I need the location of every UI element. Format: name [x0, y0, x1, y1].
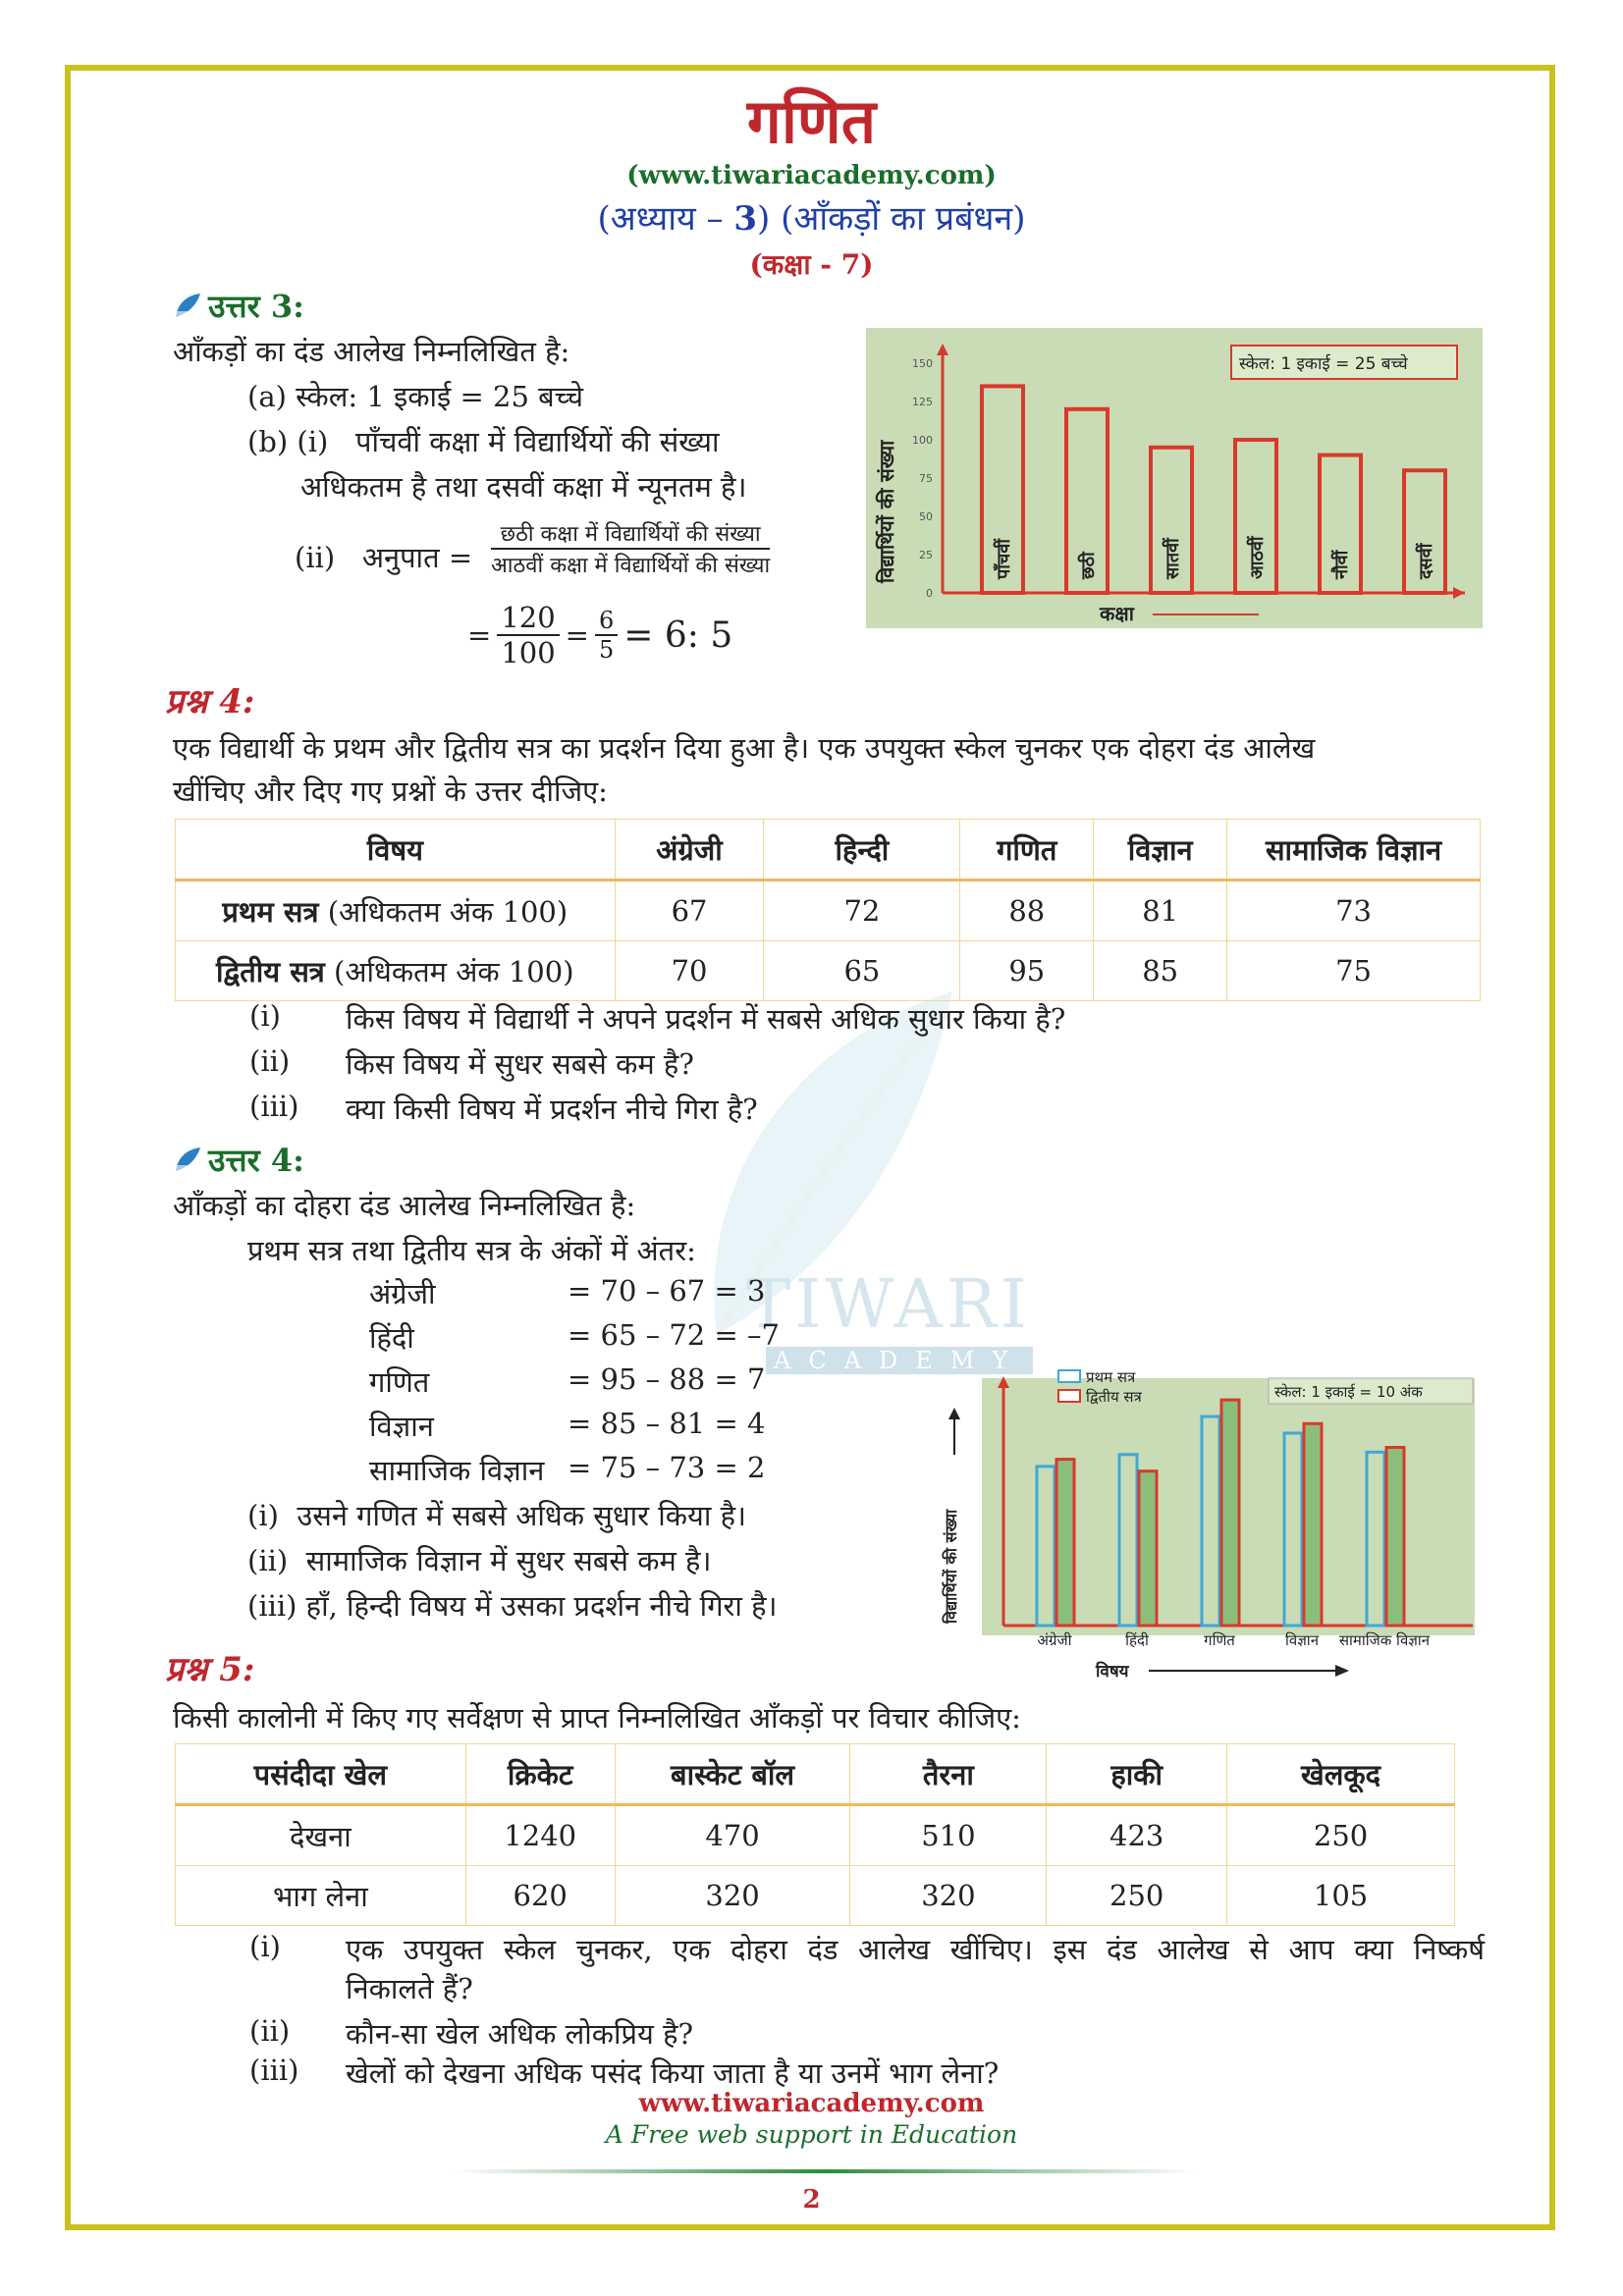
difference-subject: विज्ञान [369, 1410, 434, 1443]
x-axis-label: विषय [1096, 1662, 1129, 1682]
table-cell: 67 [615, 881, 764, 941]
bar [1386, 1448, 1404, 1627]
page-number: 2 [802, 2185, 821, 2215]
q4-sub-text: किस विषय में सुधर सबसे कम है? [346, 1047, 694, 1081]
x-tick-label: विज्ञान [1284, 1631, 1320, 1649]
x-axis-label: कक्षा [1100, 602, 1134, 625]
bar-category-label: आठवीं [1247, 536, 1268, 579]
table-header-cell: हाकी [1047, 1744, 1227, 1805]
table-row [176, 1805, 1455, 1866]
difference-value: = 70 – 67 = 3 [568, 1274, 766, 1308]
x-tick-label: अंग्रेजी [1037, 1631, 1072, 1649]
difference-value: = 65 – 72 = –7 [568, 1318, 780, 1352]
table-cell: 105 [1227, 1866, 1455, 1926]
q4-sub-num: (iii) [249, 1090, 299, 1123]
scale-note: स्केल: 1 इकाई = 25 बच्चे [1239, 354, 1408, 374]
question4-text-line1: एक विद्यार्थी के प्रथम और द्वितीय सत्र का प्रदर्शन दिया हुआ है। एक उपयुक्त स्केल चुनकर एक दोहरा दंड आलेख [173, 731, 1316, 765]
q5-sub-text: कौन-सा खेल अधिक लोकप्रिय है? [346, 2017, 694, 2051]
y-tick-label: 0 [926, 587, 933, 600]
answer3-intro: आँकड़ों का दंड आलेख निम्नलिखित है: [173, 335, 570, 368]
table-cell: 75 [1227, 941, 1481, 1001]
difference-subject: गणित [369, 1365, 430, 1399]
table-cell: 320 [850, 1866, 1047, 1926]
table-row [176, 881, 1481, 941]
q5-sub-num: (i) [249, 1930, 281, 1963]
table-cell: 70 [615, 941, 764, 1001]
table-header-cell: गणित [960, 820, 1094, 881]
q4-sub-num: (i) [249, 999, 281, 1033]
answer4-heading: उत्तर 4: [173, 1139, 304, 1181]
x-tick-label: गणित [1204, 1631, 1235, 1649]
difference-subject: हिंदी [369, 1321, 414, 1355]
table-header-cell: विषय [176, 820, 616, 881]
legend-swatch [1058, 1390, 1080, 1402]
bar-chart-students-by-class [866, 328, 1483, 628]
q4-sub-num: (ii) [249, 1044, 291, 1078]
q4-sub-text: किस विषय में विद्यार्थी ने अपने प्रदर्शन में सबसे अधिक सुधार किया है? [346, 1002, 1066, 1036]
difference-title: प्रथम सत्र तथा द्वितीय सत्र के अंकों में अंतर: [247, 1234, 696, 1267]
answer4-conclusion: (iii) हाँ, हिन्दी विषय में उसका प्रदर्शन नीचे गिरा है। [247, 1589, 778, 1623]
q5-sub-num: (ii) [249, 2014, 291, 2048]
table-cell: 1240 [465, 1805, 615, 1866]
bar [1221, 1400, 1239, 1626]
question5-text: किसी कालोनी में किए गए सर्वेक्षण से प्राप्त निम्नलिखित आँकड़ों पर विचार कीजिए: [173, 1701, 1021, 1735]
bar-category-label: नौवीं [1331, 550, 1352, 579]
table-cell: 81 [1094, 881, 1227, 941]
footer-tagline: A Free web support in Education [605, 2120, 1018, 2149]
bar-category-label: दसवीं [1416, 543, 1436, 579]
table-header-row [176, 1744, 1455, 1805]
table-cell: 510 [850, 1805, 1047, 1866]
y-tick-label: 150 [912, 357, 933, 370]
row-label: द्वितीय सत्र (अधिकतम अंक 100) [176, 941, 616, 1001]
class-label: (कक्षा - 7) [749, 248, 874, 281]
watermark-subtext: ACADEMY [766, 1347, 1033, 1374]
y-axis-label-arrowhead [948, 1408, 960, 1419]
difference-subject: सामाजिक विज्ञान [369, 1454, 545, 1487]
row-label: देखना [176, 1805, 466, 1866]
table-row [176, 1866, 1455, 1926]
table-header-cell: क्रिकेट [465, 1744, 615, 1805]
q5-sub-text: एक उपयुक्त स्केल चुनकर, एक दोहरा दंड आलेख खींचिए। इस दंड आलेख से आप क्या निष्कर्ष [346, 1933, 1485, 1966]
difference-value: = 95 – 88 = 7 [568, 1362, 766, 1396]
bar-category-label: पाँचवीं [994, 539, 1014, 579]
table-cell: 85 [1094, 941, 1227, 1001]
table-cell: 320 [615, 1866, 850, 1926]
table-cell: 620 [465, 1866, 615, 1926]
scale-note: स्केल: 1 इकाई = 10 अंक [1274, 1383, 1423, 1401]
question4-marks-table [175, 819, 1481, 1001]
table-header-cell: बास्केट बॉल [615, 1744, 850, 1805]
tiwari-logo-icon [173, 292, 202, 321]
y-axis-label: विद्यार्थियों की संख्या [942, 1509, 960, 1624]
row-label: प्रथम सत्र (अधिकतम अंक 100) [176, 881, 616, 941]
x-tick-label: सामाजिक विज्ञान [1338, 1631, 1431, 1649]
y-tick-label: 25 [919, 549, 933, 561]
question4-text-line2: खींचिए और दिए गए प्रश्नों के उत्तर दीजिए: [173, 774, 608, 808]
answer3-heading: उत्तर 3: [173, 285, 304, 327]
difference-subject: अंग्रेजी [369, 1277, 436, 1310]
x-tick-label: हिंदी [1125, 1631, 1149, 1649]
table-cell: 423 [1047, 1805, 1227, 1866]
answer3-part-a: (a) स्केल: 1 इकाई = 25 बच्चे [247, 380, 584, 413]
tiwari-logo-icon [173, 1146, 202, 1175]
bar-category-label: छठी [1078, 552, 1099, 579]
ratio-label: (ii) अनुपात = [295, 541, 473, 574]
bar-category-label: सातवीं [1163, 538, 1183, 579]
table-cell: 95 [960, 941, 1094, 1001]
double-bar-chart-marks [929, 1364, 1479, 1688]
q5-sub-num: (iii) [249, 2054, 299, 2087]
question5-heading: प्रश्न 5: [165, 1650, 255, 1689]
answer4-conclusion: (ii) सामाजिक विज्ञान में सुधर सबसे कम है। [247, 1544, 712, 1577]
ratio-fraction: छठी कक्षा में विद्यार्थियों की संख्या आठवीं कक्षा में विद्यार्थियों की संख्या [491, 518, 770, 579]
table-cell: 88 [960, 881, 1094, 941]
legend-label: द्वितीय सत्र [1086, 1388, 1142, 1406]
page-title: गणित [746, 85, 877, 157]
y-tick-label: 100 [912, 434, 933, 447]
q5-sub-text-cont: निकालते हैं? [346, 1972, 473, 2005]
table-row [176, 941, 1481, 1001]
bar [1056, 1460, 1074, 1626]
legend-label: प्रथम सत्र [1086, 1368, 1136, 1386]
bar [1304, 1423, 1322, 1626]
footer-divider [452, 2169, 1198, 2173]
y-tick-label: 50 [919, 510, 933, 523]
question5-sports-table [175, 1743, 1455, 1926]
watermark-text: TIWARI [746, 1266, 1031, 1344]
footer-website[interactable]: www.tiwariacademy.com [638, 2089, 985, 2118]
table-cell: 73 [1227, 881, 1481, 941]
table-cell: 250 [1047, 1866, 1227, 1926]
ratio-calculation: = $\frac{120}{100}$ = $\frac{6}{5}$ = 6: 5 [467, 601, 733, 669]
table-header-row [176, 820, 1481, 881]
table-header-cell: अंग्रेजी [615, 820, 764, 881]
y-axis-label: विद्यार्थियों की संख्या [875, 440, 898, 583]
difference-value: = 85 – 81 = 4 [568, 1407, 766, 1440]
question4-heading: प्रश्न 4: [165, 682, 255, 721]
table-cell: 250 [1227, 1805, 1455, 1866]
bar [1139, 1471, 1157, 1626]
difference-value: = 75 – 73 = 2 [568, 1451, 766, 1484]
answer3-part-b-line2: अधिकतम है तथा दसवीं कक्षा में न्यूनतम है। [300, 470, 747, 504]
table-cell: 72 [764, 881, 960, 941]
q4-sub-text: क्या किसी विषय में प्रदर्शन नीचे गिरा है? [346, 1093, 758, 1126]
table-cell: 470 [615, 1805, 850, 1866]
table-header-cell: पसंदीदा खेल [176, 1744, 466, 1805]
table-cell: 65 [764, 941, 960, 1001]
header-website[interactable]: (www.tiwariacademy.com) [626, 161, 997, 190]
answer3-part-b-line1: (b) (i) पाँचवीं कक्षा में विद्यार्थियों की संख्या [247, 425, 720, 458]
table-header-cell: हिन्दी [764, 820, 960, 881]
table-header-cell: विज्ञान [1094, 820, 1227, 881]
x-axis-label-arrowhead [1335, 1665, 1349, 1677]
answer4-intro: आँकड़ों का दोहरा दंड आलेख निम्नलिखित है: [173, 1189, 636, 1222]
table-header-cell: खेलकूद [1227, 1744, 1455, 1805]
table-header-cell: तैरना [850, 1744, 1047, 1805]
legend-swatch [1058, 1370, 1080, 1382]
chapter-heading: (अध्याय – 3) (आँकड़ों का प्रबंधन) [597, 199, 1026, 239]
row-label: भाग लेना [176, 1866, 466, 1926]
q5-sub-text: खेलों को देखना अधिक पसंद किया जाता है या उनमें भाग लेना? [346, 2056, 1000, 2090]
table-header-cell: सामाजिक विज्ञान [1227, 820, 1481, 881]
answer4-conclusion: (i) उसने गणित में सबसे अधिक सुधार किया है। [247, 1499, 746, 1532]
y-tick-label: 125 [912, 396, 933, 408]
y-tick-label: 75 [919, 472, 933, 485]
